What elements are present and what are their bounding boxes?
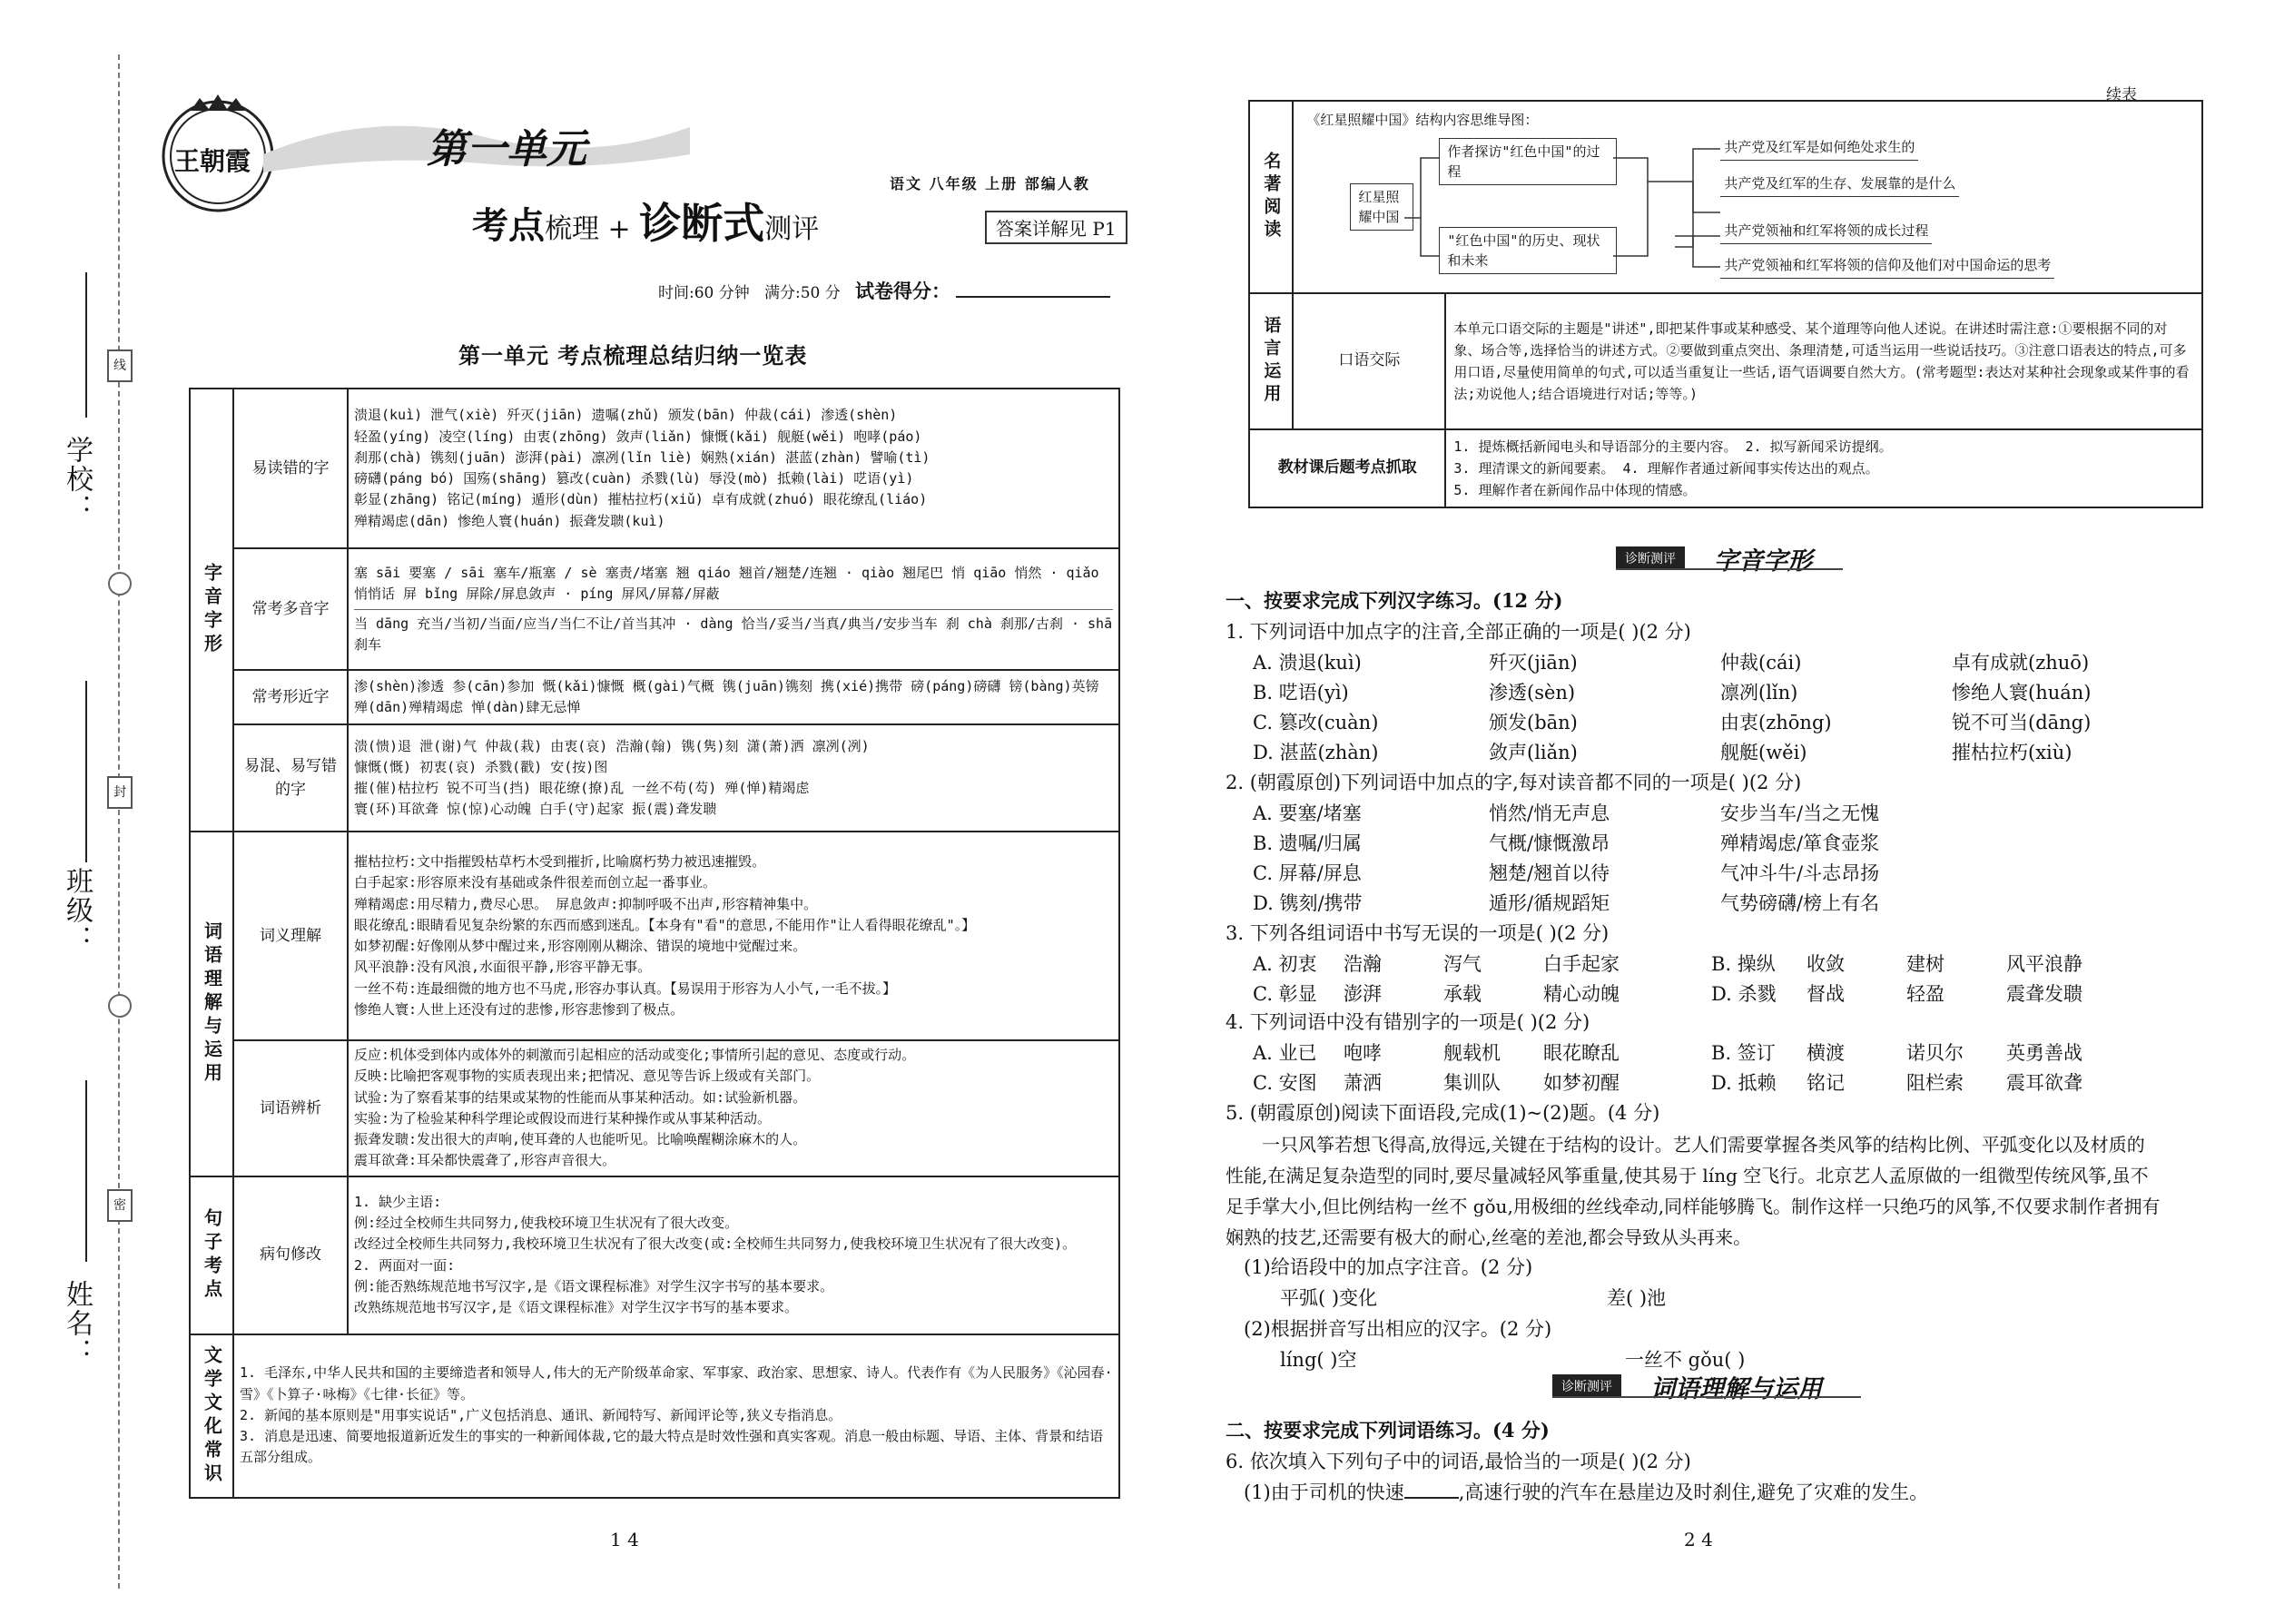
option-item[interactable]: 铭记 [1807, 1072, 1845, 1094]
sentence-content: 1. 缺少主语: 例:经过全校师生共同努力,使我校环境卫生状况有了很大改变。 改经过全校师生共同努力,我校环境卫生状况有了很大改变(或:全校师生共同努力,使我校环境卫生状况有了很大改变)。 2. 两面对一面: 例:能否熟练规范地书写汉字,是《语文课程标准》对学生汉字书写的基本要求。 改熟练规范地书写汉字,是《语文课程标准》对学生汉字书写的基本要求。 [348, 1176, 1119, 1334]
class-blank[interactable] [85, 681, 87, 862]
school-blank[interactable] [85, 272, 87, 418]
row-label-easy-read: 易读错的字 [233, 389, 348, 548]
answer-reference: 答案详解见 P1 [985, 211, 1127, 244]
banner-tag: 诊断测评 [1552, 1374, 1621, 1398]
option-item[interactable]: 由衷(zhōng) [1720, 712, 1832, 733]
option-item[interactable]: 精心动魄 [1543, 983, 1620, 1005]
option-item[interactable]: 仲裁(cái) [1720, 652, 1802, 674]
option-item[interactable]: 舰艇(wěi) [1720, 742, 1807, 763]
row-label-sentence: 病句修改 [233, 1176, 348, 1334]
option-item[interactable]: B. 遗嘱/归属 [1253, 832, 1362, 854]
option-item[interactable]: D. 抵赖 [1711, 1072, 1777, 1094]
option-item[interactable]: 承载 [1443, 983, 1482, 1005]
option-item[interactable]: 悄然/悄无声息 [1489, 802, 1610, 824]
textbook-content: 1. 提炼概括新闻电头和导语部分的主要内容。 2. 拟写新闻采访提纲。 3. 理清课文的新闻要素。 4. 理解作者通过新闻事实传达出的观点。 5. 理解作者在新闻作品中体现的情感。 [1445, 429, 2202, 507]
polyphone-line: 塞 sāi 要塞 / sāi 塞车/瓶塞 / sè 塞责/堵塞 翘 qiáo 翘首/翘楚/连翘 · qiào 翘尾巴 悄 qiāo 悄然 · qiǎo 悄悄话 屏 bǐng 屏除/屏息敛声 · píng 屏风/屏幕/屏蔽 [354, 565, 1099, 603]
question-5-1a[interactable]: 平弧( )变化 [1280, 1287, 1378, 1309]
option-item[interactable]: 横渡 [1807, 1042, 1845, 1064]
polyphone-content [348, 548, 1119, 670]
row-label-similar: 常考形近字 [233, 670, 348, 724]
logo [154, 91, 281, 218]
category-sentence: 句子考点 [190, 1176, 233, 1334]
category-vocabulary: 词语理解与运用 [190, 832, 233, 1176]
unit-title: 第一单元 [427, 126, 586, 172]
course-info: 语文 八年级 上册 部编人教 [890, 175, 1090, 192]
category-classic-reading: 名著阅读 [1249, 101, 1293, 293]
row-label-textbook: 教材课后题考点抓取 [1249, 429, 1445, 507]
section-banner-vocabulary [1552, 1369, 1861, 1402]
option-item[interactable]: B. 呓语(yì) [1253, 682, 1349, 704]
subtitle-part: 考点 [472, 204, 545, 247]
score-blank[interactable] [956, 296, 1110, 298]
option-item[interactable]: 诺贝尔 [1906, 1042, 1964, 1064]
page-subtitle [472, 191, 819, 251]
option-item[interactable]: B. 操纵 [1711, 953, 1776, 975]
question-5-passage: 一只风筝若想飞得高,放得远,关键在于结构的设计。艺人们需要掌握各类风筝的结构比例、平弧变化以及材质的性能,在满足复杂造型的同时,要尽量减轻风筝重量,使其易于 líng 空飞行。北京艺人孟原做的一组微型传统风筝,虽不足手掌大小,但比例结构一丝不 gǒu,用极细的丝线牵动,同样能够腾飞。制作这样一只绝巧的风筝,不仅要求制作者拥有娴熟的技艺,还需要有极大的耐心,丝毫的差池,都会导致从头再来。 [1226, 1134, 2161, 1248]
oral-content: 本单元口语交际的主题是"讲述",即把某件事或某种感受、某个道理等向他人述说。在讲述时需注意:①要根据不同的对象、场合等,选择恰当的讲述方式。②要做到重点突出、条理清楚,可适当运用一些说话技巧。③注意口语表达的特点,可多用口语,尽量使用简单的句式,可以适当重复让一些话,语气语调要自然大方。(常考题型:表达对某种社会现象或某件事的看法;劝说他人;结合语境进行对话;等等。) [1445, 293, 2202, 429]
question-1: 1. 下列词语中加点字的注音,全部正确的一项是( )(2 分) [1226, 621, 1691, 643]
cut-line [118, 54, 120, 1589]
option-item[interactable]: 锐不可当(dāng) [1952, 712, 2092, 733]
page-number-right: 2 4 [1684, 1529, 1713, 1550]
question-5: 5. (朝霞原创)阅读下面语段,完成(1)~(2)题。(4 分) [1226, 1102, 1660, 1124]
question-5-2a[interactable]: líng( )空 [1280, 1349, 1357, 1371]
score-label: 试卷得分： [854, 280, 950, 302]
option-item[interactable]: C. 安图 [1253, 1072, 1317, 1094]
mindmap-leaf: 共产党及红军是如何绝处求生的 [1720, 134, 1918, 161]
mindmap-branch: 作者探访"红色中国"的过程 [1439, 138, 1617, 185]
option-item[interactable]: C. 篡改(cuàn) [1253, 712, 1379, 733]
question-5-1: (1)给语段中的加点字注音。(2 分) [1244, 1256, 1533, 1278]
option-item[interactable]: 督战 [1807, 983, 1845, 1005]
seal-mark-seal: 封 [107, 776, 133, 809]
banner-title: 字音字形 [1714, 547, 1812, 576]
option-item[interactable]: B. 签订 [1711, 1042, 1776, 1064]
banner-tag: 诊断测评 [1616, 546, 1685, 570]
question-6-1 [1244, 1478, 1928, 1505]
section-banner-pronunciation [1616, 541, 1843, 574]
option-item[interactable]: 歼灭(jiān) [1489, 652, 1578, 674]
polyphone-line: 当 dāng 充当/当初/当面/应当/当仁不让/首当其冲 · dàng 恰当/妥当/当真/典当/安步当车 刹 chà 刹那/古刹 · shā 刹车 [354, 609, 1113, 656]
option-item[interactable]: 收敛 [1807, 953, 1845, 975]
option-item[interactable]: 安步当车/当之无愧 [1720, 802, 1880, 824]
option-item[interactable]: 风平浪静 [2006, 953, 2082, 975]
row-label-oral: 口语交际 [1293, 293, 1445, 429]
exam-meta [658, 277, 1110, 304]
row-label-polyphone: 常考多音字 [233, 548, 348, 670]
full-score: 满分:50 分 [763, 284, 841, 302]
option-item[interactable]: 轻盈 [1906, 983, 1944, 1005]
option-item[interactable]: 渗透(sèn) [1489, 682, 1576, 704]
logo-text: 王朝霞 [174, 146, 251, 176]
mindmap-leaf: 共产党领袖和红军将领的成长过程 [1720, 218, 1932, 244]
class-label: 班级： [61, 867, 93, 954]
literature-content: 1. 毛泽东,中华人民共和国的主要缔造者和领导人,伟大的无产阶级革命家、军事家、政治家、思想家、诗人。代表作有《为人民服务》《沁园春·雪》《卜算子·咏梅》《七律·长征》等。 2. 新闻的基本原则是"用事实说话",广义包括消息、通讯、新闻特写、新闻评论等,狭义专指消息。 3. 消息是迅速、简要地报道新近发生的事实的一种新闻体裁,它的最大特点是时效性强和真实客观。消息一般由标题、导语、主体、背景和结语五部分组成。 [233, 1334, 1119, 1498]
option-item[interactable]: 卓有成就(zhuō) [1952, 652, 2090, 674]
continued-table [1248, 100, 2203, 508]
option-item[interactable]: 澎湃 [1344, 983, 1382, 1005]
option-item[interactable]: 咆哮 [1344, 1042, 1382, 1064]
binding-hole-icon [108, 572, 132, 595]
option-item[interactable]: A. 要塞/堵塞 [1253, 802, 1362, 824]
mindmap [1294, 102, 2201, 292]
option-item[interactable]: A. 溃退(kuì) [1253, 652, 1362, 674]
option-item[interactable]: 气冲斗牛/斗志昂扬 [1720, 862, 1880, 884]
school-label: 学校： [61, 436, 93, 523]
banner-title: 词语理解与运用 [1650, 1375, 1822, 1403]
question-6-1-prefix: (1)由于司机的快速 [1244, 1481, 1404, 1503]
question-6-1-suffix: ,高速行驶的汽车在悬崖边及时刹住,避免了灾难的发生。 [1458, 1481, 1929, 1503]
subtitle-part: 梳理 + [545, 213, 640, 245]
option-item[interactable]: 浩瀚 [1344, 953, 1382, 975]
option-item[interactable]: 气概/慷慨激昂 [1489, 832, 1610, 854]
question-6: 6. 依次填入下列句子中的词语,最恰当的一项是( )(2 分) [1226, 1451, 1691, 1472]
option-item[interactable]: C. 屏幕/屏息 [1253, 862, 1362, 884]
row-label-discrimination: 词语辨析 [233, 1040, 348, 1176]
option-item[interactable]: 如梦初醒 [1543, 1072, 1620, 1094]
option-item[interactable]: C. 彰显 [1253, 983, 1317, 1005]
option-item[interactable]: 敛声(liǎn) [1489, 742, 1578, 763]
seal-mark-secret: 密 [107, 1189, 133, 1222]
option-item[interactable]: 英勇善战 [2006, 1042, 2082, 1064]
question-3: 3. 下列各组词语中书写无误的一项是( )(2 分) [1226, 922, 1610, 944]
section1-heading: 一、按要求完成下列汉字练习。(12 分) [1226, 589, 1563, 612]
option-item[interactable]: 翘楚/翘首以待 [1489, 862, 1610, 884]
table-title: 第一单元 考点梳理总结归纳一览表 [458, 342, 808, 369]
mindmap-root: 红星照耀中国 [1350, 183, 1413, 231]
page-number-left: 1 4 [610, 1529, 639, 1550]
option-item[interactable]: 殚精竭虑/箪食壶浆 [1720, 832, 1880, 854]
question-5-2: (2)根据拼音写出相应的汉字。(2 分) [1244, 1318, 1552, 1340]
question-5-1b[interactable]: 差( )池 [1607, 1287, 1667, 1309]
binding-hole-icon [108, 994, 132, 1018]
discrimination-content: 反应:机体受到体内或体外的刺激而引起相应的活动或变化;事情所引起的意见、态度或行动。 反映:比喻把客观事物的实质表现出来;把情况、意见等告诉上级或有关部门。 试验:为了察看某事的结果或某物的性能而从事某种活动。如:试验新机器。 实验:为了检验某种科学理论或假设而进行某种操作或从事某种活动。 振聋发聩:发出很大的声响,使耳聋的人也能听见。比喻唤醒糊涂麻木的人。 震耳欲聋:耳朵都快震聋了,形容声音很大。 [348, 1040, 1119, 1176]
option-item[interactable]: A. 初衷 [1253, 953, 1317, 975]
category-literature: 文学文化常识 [190, 1334, 233, 1498]
option-item[interactable]: 遁形/循规蹈矩 [1489, 892, 1610, 914]
option-item[interactable]: 震耳欲聋 [2006, 1072, 2082, 1094]
option-item[interactable]: 震聋发聩 [2006, 983, 2082, 1005]
name-blank[interactable] [85, 1080, 87, 1262]
subtitle-part: 诊断式 [639, 199, 765, 248]
mixed-content: 溃(愦)退 泄(谢)气 仲裁(栽) 由衷(哀) 浩瀚(翰) 镌(隽)刻 潇(萧)洒 凛冽(冽) 慷慨(慨) 初衷(哀) 杀戮(戳) 安(按)图 摧(催)枯拉朽 锐不可当(挡) 眼花缭(撩)乱 一丝不苟(芶) 殚(惮)精竭虑 寰(环)耳欲聋 惊(惊)心动魄 白手(守)起家 振(震)聋发聩 [348, 724, 1119, 832]
row-label-mixed: 易混、易写错的字 [233, 724, 348, 832]
seal-mark-line: 线 [107, 349, 133, 382]
summary-table [189, 388, 1120, 1499]
option-item[interactable]: D. 杀戮 [1711, 983, 1777, 1005]
option-item[interactable]: 颁发(bān) [1489, 712, 1578, 733]
option-item[interactable]: 舰载机 [1443, 1042, 1501, 1064]
mindmap-leaf: 共产党领袖和红军将领的信仰及他们对中国命运的思考 [1720, 252, 2054, 279]
option-item[interactable]: 摧枯拉朽(xiù) [1952, 742, 2072, 763]
name-label: 姓名： [61, 1280, 93, 1367]
mindmap-leaf: 共产党及红军的生存、发展靠的是什么 [1720, 171, 1959, 197]
category-pronunciation: 字音字形 [190, 389, 233, 832]
option-item[interactable]: D. 镌刻/携带 [1253, 892, 1363, 914]
similar-content: 渗(shèn)渗透 参(cān)参加 慨(kǎi)慷慨 概(gài)气概 镌(juān)镌刻 携(xié)携带 磅(páng)磅礴 镑(bàng)英镑 殚(dān)殚精竭虑 惮(dàn)肆无忌惮 [348, 670, 1119, 724]
option-item[interactable]: 建树 [1906, 953, 1944, 975]
option-item[interactable]: 萧洒 [1344, 1072, 1382, 1094]
option-item[interactable]: 眼花瞭乱 [1543, 1042, 1620, 1064]
option-item[interactable]: 凛冽(lǐn) [1720, 682, 1798, 704]
binding-margin [0, 0, 182, 1624]
continued-label: 续表 [2106, 86, 2137, 104]
question-5-2b[interactable]: 一丝不 gǒu( ) [1625, 1349, 1746, 1371]
option-item[interactable]: 惨绝人寰(huán) [1952, 682, 2092, 704]
option-item[interactable]: 白手起家 [1543, 953, 1620, 975]
mindmap-title: 《红星照耀中国》结构内容思维导图： [1306, 112, 1539, 128]
meaning-content: 摧枯拉朽:文中指摧毁枯草朽木受到摧折,比喻腐朽势力被迅速摧毁。 白手起家:形容原来没有基础或条件很差而创立起一番事业。 殚精竭虑:用尽精力,费尽心思。 屏息敛声:抑制呼吸不出声,形容精神集中。 眼花缭乱:眼睛看见复杂纷繁的东西而感到迷乱。【本身有"看"的意思,不能用作"让人看得眼花缭乱"。】 如梦初醒:好像刚从梦中醒过来,形容刚刚从糊涂、错误的境地中觉醒过来。 风平浪静:没有风浪,水面很平静,形容平静无事。 一丝不苟:连最细微的地方也不马虎,形容办事认真。【易误用于形容为人小气,一毛不拔。】 惨绝人寰:人世上还没有过的悲惨,形容悲惨到了极点。 [348, 832, 1119, 1040]
option-item[interactable]: D. 湛蓝(zhàn) [1253, 742, 1379, 763]
option-item[interactable]: 气势磅礴/榜上有名 [1720, 892, 1880, 914]
option-item[interactable]: 泻气 [1443, 953, 1482, 975]
row-label-meaning: 词义理解 [233, 832, 348, 1040]
option-item[interactable]: A. 业已 [1253, 1042, 1317, 1064]
option-item[interactable]: 阻栏索 [1906, 1072, 1964, 1094]
subtitle-part: 测评 [764, 213, 820, 245]
question-2: 2. (朝霞原创)下列词语中加点的字,每对读音都不同的一项是( )(2 分) [1226, 772, 1802, 793]
section2-heading: 二、按要求完成下列词语练习。(4 分) [1226, 1419, 1550, 1442]
easy-read-content: 溃退(kuì) 泄气(xiè) 歼灭(jiān) 遗嘱(zhǔ) 颁发(bān) 仲裁(cái) 渗透(shèn) 轻盈(yíng) 凌空(líng) 由衷(zhōng) 敛声(liǎn) 慷慨(kǎi) 舰艇(wěi) 咆哮(páo) 刹那(chà) 镌刻(juān) 澎湃(pài) 凛冽(lǐn liè) 娴熟(xián) 湛蓝(zhàn) 譬喻(tì) 磅礴(páng bó) 国殇(shāng) 篡改(cuàn) 杀戮(lù) 辱没(mò) 抵赖(lài) 呓语(yì) 彰显(zhāng) 铭记(míng) 遁形(dùn) 摧枯拉朽(xiǔ) 卓有成就(zhuó) 眼花缭乱(liáo) 殚精竭虑(dān) 惨绝人寰(huán) 振聋发聩(kuì) [348, 389, 1119, 548]
option-item[interactable]: 集训队 [1443, 1072, 1501, 1094]
question-4: 4. 下列词语中没有错别字的一项是( )(2 分) [1226, 1011, 1590, 1033]
answer-blank[interactable] [1404, 1497, 1459, 1499]
mindmap-cell [1293, 101, 2202, 293]
mindmap-branch: "红色中国"的历史、现状和未来 [1439, 227, 1617, 274]
category-language-use: 语言运用 [1249, 293, 1293, 429]
time-limit: 时间:60 分钟 [658, 284, 750, 302]
